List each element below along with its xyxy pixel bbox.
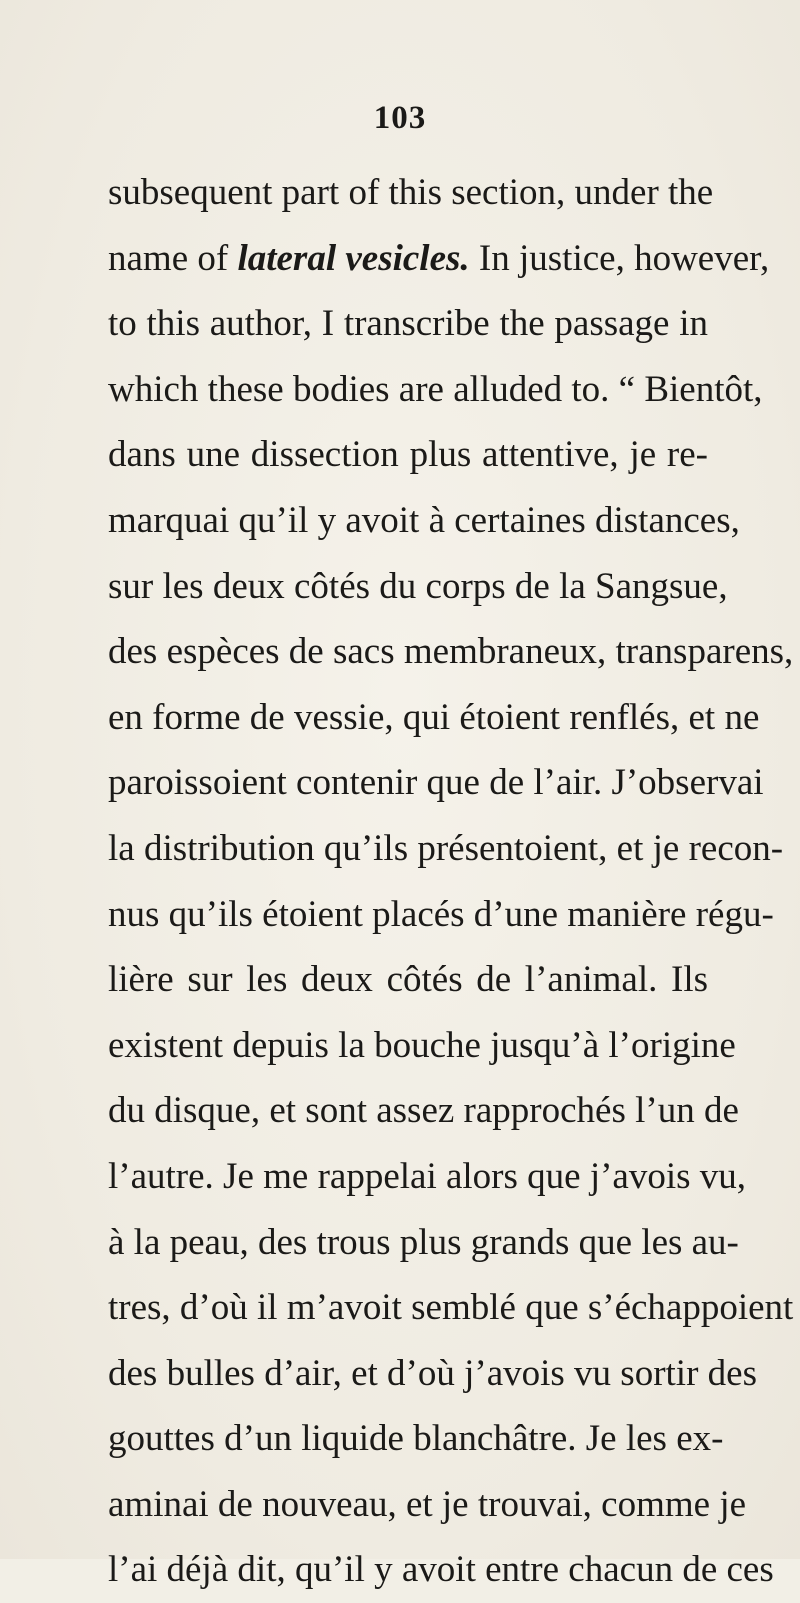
text-line: paroissoient contenir que de l’air. J’observai <box>108 762 764 804</box>
text-line: nus qu’ils étoient placés d’une manière régu- <box>108 893 774 935</box>
text-line: subsequent part of this section, under the <box>108 172 714 213</box>
text-line: dans une dissection plus attentive, je re- <box>108 434 708 476</box>
text-line: en forme de vessie, qui étoient renflés, et ne <box>108 696 760 738</box>
text-line: l’autre. Je me rappelai alors que j’avois vu, <box>108 1155 747 1197</box>
text-line: du disque, et sont assez rapprochés l’un de <box>108 1090 739 1132</box>
text-line: tres, d’où il m’avoit semblé que s’échappoient <box>108 1287 794 1329</box>
text-line: sur les deux côtés du corps de la Sangsue, <box>108 565 728 607</box>
text-line: la distribution qu’ils présentoient, et je recon- <box>108 827 784 869</box>
text-line: which these bodies are alluded to. “ Bientôt, <box>108 368 763 410</box>
text-line: name of lateral vesicles. In justice, however, <box>108 237 770 279</box>
italic-phrase: lateral vesicles. <box>237 237 470 279</box>
body-text <box>108 160 794 1603</box>
text-line: marquai qu’il y avoit à certaines distances, <box>108 499 740 541</box>
text-line: aminai de nouveau, et je trouvai, comme je <box>108 1483 747 1525</box>
text-line: l’ai déjà dit, qu’il y avoit entre chacun de ces <box>108 1549 774 1591</box>
text-line: gouttes d’un liquide blanchâtre. Je les ex- <box>108 1418 724 1460</box>
page-number: 103 <box>373 100 427 136</box>
text-line: des bulles d’air, et d’où j’avois vu sortir des <box>108 1352 757 1394</box>
text-line: lière sur les deux côtés de l’animal. Ils <box>108 959 708 1001</box>
text-line: existent depuis la bouche jusqu’à l’origine <box>108 1024 736 1066</box>
text-line: des espèces de sacs membraneux, transparens, <box>108 631 794 673</box>
text-line: to this author, I transcribe the passage in <box>108 303 708 345</box>
text-line: à la peau, des trous plus grands que les au- <box>108 1221 739 1263</box>
